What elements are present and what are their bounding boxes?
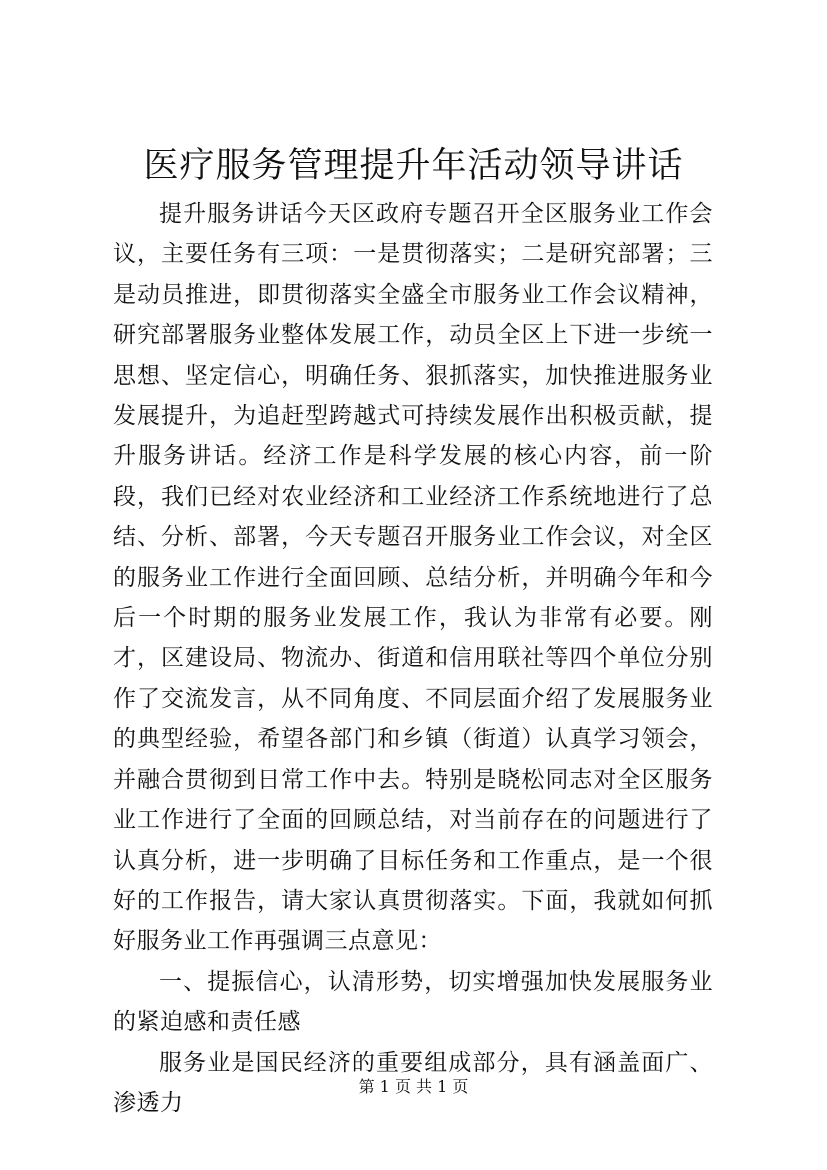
paragraph-section-heading: 一、提振信心，认清形势，切实增强加快发展服务业的紧迫感和责任感 [113,968,713,1036]
document-title: 医疗服务管理提升年活动领导讲话 [143,146,684,186]
paragraph-intro: 提升服务讲话今天区政府专题召开全区服务业工作会议，主要任务有三项：一是贯彻落实；二是研究部署；三是动员推进，即贯彻落实全盛全市服务业工作会议精神，研究部署服务业整体发展工作，动员全区上下进一步统一思想、坚定信心，明确任务、狠抓落实，加快推进服务业发展提升，为追赶型跨越式可持续发展作出积极贡献，提升服务讲话。经济工作是科学发展的核心内容，前一阶段，我们已经对农业经济和工业经济工作系统地进行了总结、分析、部署，今天专题召开服务业工作会议，对全区的服务业工作进行全面回顾、总结分析，并明确今年和今后一个时期的服务业发展工作，我认为非常有必要。刚才，区建设局、物流办、街道和信用联社等四个单位分别作了交流发言，从不同角度、不同层面介绍了发展服务业的典型经验，希望各部门和乡镇（街道）认真学习领会，并融合贯彻到日常工作中去。特别是晓松同志对全区服务业工作进行了全面的回顾总结，对当前存在的问题进行了认真分析，进一步明确了目标任务和工作重点，是一个很好的工作报告，请大家认真贯彻落实。下面，我就如何抓好服务业工作再强调三点意见： [113,201,713,955]
paragraph-service-industry: 服务业是国民经济的重要组成部分，具有涵盖面广、渗透力 [113,1049,713,1116]
page-number-footer: 第 1 页 共 1 页 [358,1077,469,1096]
document-body [113,194,713,1123]
